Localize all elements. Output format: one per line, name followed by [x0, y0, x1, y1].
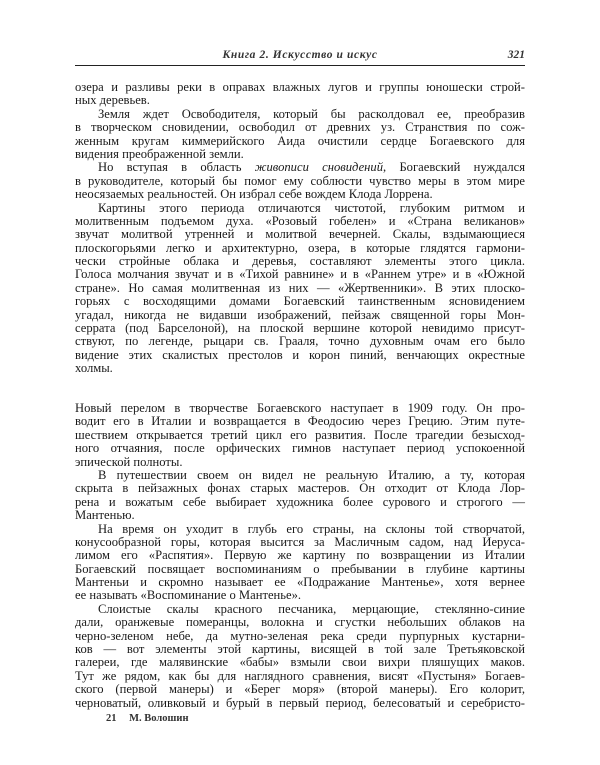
paragraph: [75, 523, 525, 603]
text-line: Мантеньи и скромно называет ее «Подражание Мантенье», хотя вернее: [75, 575, 525, 590]
paragraph: [75, 202, 525, 376]
text-line: Мантенью.: [75, 508, 135, 523]
page-number: 321: [507, 49, 525, 61]
running-title: Книга 2. Искусство и искус: [222, 49, 378, 61]
text-line: рена и вожатым себе выбирает художника более сурового и строгого —: [75, 494, 525, 509]
text-run: , Богаевский нуждался: [383, 160, 525, 175]
text-line: серрата (под Барселоной), на плоской вершине которой невидимо присут-: [75, 321, 525, 336]
text-block-upper: [75, 81, 525, 376]
italic-phrase: живописи сновидений: [254, 160, 384, 175]
text-line: шествием открывается третий цикл его развития. После трагедии безысход-: [75, 427, 525, 442]
text-line: неосязаемых реальностей. Он избрал себе вождем Клода Лоррена.: [75, 187, 433, 202]
text-line: дали, оранжевые померанцы, волокна и сгустки небольших облаков на: [75, 615, 525, 630]
text-block-lower: [75, 402, 525, 710]
text-line: ков — вот элементы этой картины, висящей в той зале Третьяковской: [75, 642, 525, 657]
paragraph: [75, 603, 525, 710]
text-line: скрыта в пейзажных фонах старых мастеров. Он отходит от Клода Лор-: [75, 481, 525, 496]
text-line: Земля ждет Освободителя, который бы расколдовал ее, преобразив: [98, 106, 525, 121]
text-line: лимом его «Распятия». Первую же картину по возвращении из Италии: [75, 548, 525, 563]
text-line: На время он уходит в глубь его страны, на склоны той створчатой,: [98, 521, 525, 536]
paragraph: [75, 469, 525, 523]
paragraph: [75, 161, 525, 201]
signature-name: М. Волошин: [129, 713, 189, 724]
text-line: чески стройные облака и деревья, составляют элементы этого цикла.: [75, 254, 525, 269]
signature-mark: [106, 713, 199, 724]
text-line: ных деревьев.: [75, 93, 150, 108]
text-line: холмы.: [75, 361, 113, 376]
paragraph: [75, 81, 525, 108]
text-line: озера и разливы реки в оправах влажных лугов и группы юношески строй-: [75, 80, 525, 94]
text-line: звучат молитвой утренней и молитвой вечерней. Скалы, вздымающиеся: [75, 227, 525, 242]
text-line: женным кругам киммерийского Аида очистили сердце Богаевского для: [75, 133, 525, 148]
text-line: видения преображенной земли.: [75, 146, 244, 161]
text-line: в творческом сновидении, освободил от древних уз. Странствия по сож-: [75, 120, 525, 135]
text-line: Картины этого периода отличаются чистотой, глубоким ритмом и: [98, 200, 525, 215]
text-line: Слоистые скалы красного песчаника, мерцающие, стеклянно-синие: [98, 601, 525, 616]
text-line: угадал, никогда не видавши изображений, пейзаж священной горы Мон-: [75, 307, 525, 322]
text-line: плоскогорьями легко и архитектурно, озера, в которые глядятся гармони-: [75, 240, 525, 255]
text-run: Но вступая в область: [98, 160, 255, 175]
text-line: в руководителе, который бы помог ему соблюсти чувство меры в этом мире: [75, 173, 525, 188]
text-line: стране». Но самая молитвенная из них — «Жертвенники». В этих плоско-: [75, 280, 525, 295]
text-line: Тут же рядом, как бы для наглядного сравнения, висят «Пустыня» Богаев-: [75, 668, 525, 683]
text-line: В путешествии своем он видел не реальную Италию, а ту, которая: [98, 467, 525, 482]
text-line: конусообразной горы, которая высится за Масличным садом, над Иеруса-: [75, 534, 525, 549]
text-line: галереи, где малявинские «бабы» взмыли свои вихри пляшущих маков.: [75, 655, 525, 670]
text-line: Новый перелом в творчестве Богаевского наступает в 1909 году. Он про-: [75, 401, 525, 415]
text-line: черноватый, оливковый и бурый в первый период, белесоватый и серебристо-: [75, 695, 525, 710]
text-line: видение этих скалистых престолов и корон пиний, венчающих окрестные: [75, 347, 525, 362]
text-line: Богаевский посвящает воспоминаниям о пребывании в глубине картины: [75, 561, 525, 576]
text-line: горьях с восходящими домами Богаевский таинственным ясновидением: [75, 294, 525, 309]
text-line: эпической полноты.: [75, 454, 183, 469]
text-line: черно-зеленом небе, да мутно-зеленая река среди пурпурных кустарни-: [75, 628, 525, 643]
text-line: ее называть «Воспоминание о Мантенье».: [75, 588, 302, 603]
text-line: [75, 161, 525, 174]
text-line: ствуют, по легенде, рыцари св. Грааля, точно духовным очам его было: [75, 334, 525, 349]
running-header: [75, 48, 525, 66]
paragraph: [75, 402, 525, 469]
signature-number: 21: [106, 713, 117, 724]
text-line: ского (первой манеры) и «Берег моря» (второй манеры). Его колорит,: [75, 682, 525, 697]
text-line: водит его в Италии и возвращается в Феодосию через Грецию. Этим путе-: [75, 414, 525, 429]
text-line: молитвенным подъемом духа. «Розовый гобелен» и «Страна великанов»: [75, 213, 525, 228]
text-line: ного отчаяния, после орфических гимнов наступает период успокоенной: [75, 441, 525, 456]
text-line: Голоса молчания звучат и в «Тихой равнине» и в «Раннем утре» и в «Южной: [75, 267, 525, 282]
paragraph: [75, 108, 525, 162]
